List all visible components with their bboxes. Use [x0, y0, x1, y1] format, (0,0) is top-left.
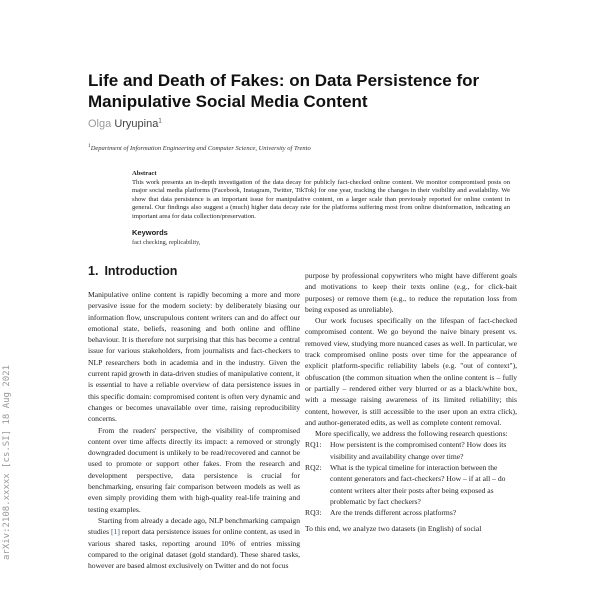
section-heading-introduction — [88, 264, 177, 278]
research-question — [305, 462, 517, 507]
section-title: Introduction — [104, 264, 178, 278]
arxiv-sidebar-stamp: arXiv:2108.xxxxx [cs.SI] 18 Aug 2021 — [2, 364, 12, 560]
affiliation — [88, 143, 311, 152]
keywords-label: Keywords — [132, 228, 168, 237]
research-question — [305, 507, 517, 518]
abstract — [132, 170, 510, 222]
paragraph-text: Starting from already a decade ago, NLP benchmarking campaign studies — [88, 515, 300, 537]
paragraph: To this end, we analyze two datasets (in English) of social — [305, 523, 482, 533]
author-line — [88, 118, 162, 130]
author-affiliation-marker: 1 — [158, 118, 162, 125]
paper-title: Life and Death of Fakes: on Data Persistence for Manipulative Social Media Content — [88, 71, 480, 111]
research-question — [305, 439, 517, 462]
author-given-name: Olga — [88, 118, 112, 130]
abstract-label: Abstract — [132, 170, 157, 177]
paragraph-text: report data persistence issues for online content, as used in various shared tasks, reporting around 10% of entries missing compared to the original dataset (gold standard). These shared tasks, however are based almost exclusively on Twitter and do not focus — [88, 527, 300, 571]
paragraph: Our work focuses specifically on the lifespan of fact-checked compromised content. We go beyond the naive binary present vs. removed view, studying more nuanced cases as well. In particular, we track compromised online posts over time for the appearance of explicit platform-specific reliability labels (e.g. "out of context"), obfuscation (the common situation when the online content is – fully or partially – rendered either very blurred or as a black/white box, with a message raising awareness of its limited reliability; this content, however, is still accessible to the user upon an extra click), and author-generated edits, as well as complete content removal. — [305, 316, 517, 427]
affiliation-text: Department of Information Engineering and Computer Science, University of Trento — [90, 145, 311, 153]
left-column — [88, 289, 300, 571]
paragraph: More specifically, we address the following research questions: — [315, 429, 508, 439]
rq-text: Are the trends different across platforms? — [330, 508, 457, 518]
rq-label: RQ3: — [305, 508, 322, 518]
section-number: 1. — [88, 264, 99, 278]
rq-label: RQ2: — [305, 463, 322, 473]
author-family-name: Uryupina — [114, 118, 159, 130]
rq-text: What is the typical timeline for interaction between the content generators and fact-checkers? How – if at all – do content writers alter their posts after being exposed as problematic by fact checkers? — [330, 463, 506, 506]
affiliation-marker: 1 — [88, 143, 91, 149]
paragraph — [88, 515, 300, 571]
rq-text: How persistent is the compromised content? How does its visibility and availability change over time? — [330, 440, 507, 461]
paragraph: purpose by professional copywriters who might have different goals and motivations to keep their texts online (e.g., for click-bait purposes) or remove them (e.g., to reduce the reputation loss from being exposed as unreliable). — [305, 271, 517, 314]
rq-label: RQ1: — [305, 440, 322, 450]
abstract-text: This work presents an in-depth investigation of the data decay for publicly fact-checked online content. We monitor compromised posts on major social media platforms (Facebook, Instagram, Twitter, TikTok) for one year, tracking the changes in their visibility and availability. We show that data persistence is an important issue for manipulative content, on a larger scale than previously reported for online content in general. Our findings also suggest a (much) higher data decay rate for the platforms suffering most from online disinformation, indicating an important area for data collection/preservation. — [132, 178, 510, 220]
right-column — [305, 270, 517, 534]
citation-link[interactable]: [1] — [111, 527, 120, 537]
paragraph: Manipulative online content is rapidly becoming a more and more pervasive issue for the modern society: by deliberately biasing our information flow, unscrupulous content writers can and do affect our emotional state, beliefs, reasoning and both online and offline behaviour. It is therefore not surprising that this has become a central issue for various stakeholders, from journalists and fact-checkers to NLP researchers both in academia and in the industry. Given the current rapid growth in data-driven studies of manipulative content, it is essential to have a reliable overview of data persistence issues in this specific domain: compromised content is often very dynamic and changes or becomes unavailable over time, raising reproducibility concerns. — [88, 290, 300, 424]
keywords-text: fact checking, replicability, — [132, 239, 201, 246]
paragraph: From the readers' perspective, the visibility of compromised content over time affects directly its impact: a removed or strongly downgraded document is unlikely to be read/recovered and cannot be used to promote or support other fakes. From the research and development perspective, data persistence is crucial for benchmarking, ensuring fair comparison between models as well as even simply providing them with high-quality real-life training and testing examples. — [88, 425, 300, 514]
